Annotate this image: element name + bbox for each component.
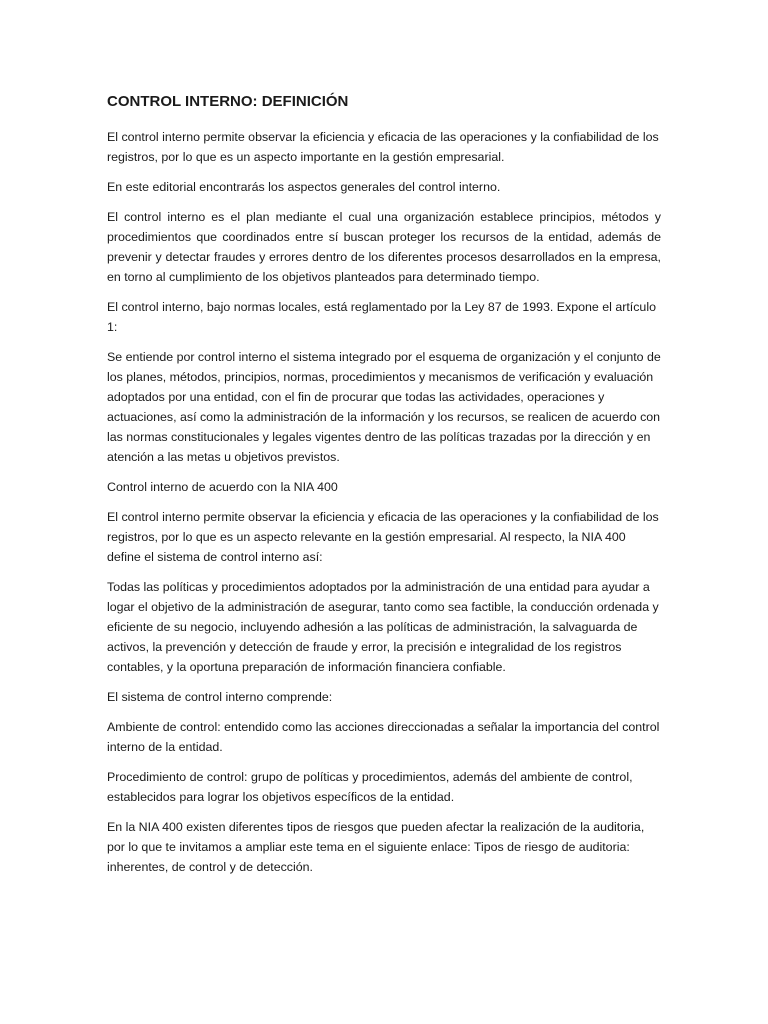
paragraph-intro: El control interno permite observar la eficiencia y eficacia de las operaciones y la confiabilidad de los registros, por lo que es un aspecto importante en la gestión empresarial. xyxy=(107,130,659,164)
section-heading-nia-400: Control interno de acuerdo con la NIA 400 xyxy=(107,480,338,494)
paragraph-editorial: En este editorial encontrarás los aspectos generales del control interno. xyxy=(107,180,501,194)
paragraph-ley-87: El control interno, bajo normas locales, está reglamentado por la Ley 87 de 1993. Expone el artículo 1: xyxy=(107,300,656,334)
document-title: CONTROL INTERNO: DEFINICIÓN xyxy=(107,93,349,110)
paragraph-system-comprises: El sistema de control interno comprende: xyxy=(107,690,333,704)
paragraph-procedimiento-control: Procedimiento de control: grupo de políticas y procedimientos, además del ambiente de control, establecidos para lograr los objetivos específicos de la entidad. xyxy=(107,770,633,804)
document-page xyxy=(107,92,661,887)
paragraph-nia-400-intro: El control interno permite observar la eficiencia y eficacia de las operaciones y la confiabilidad de los registros, por lo que es un aspecto relevante en la gestión empresarial. Al respecto, la NIA 400 define el sistema de control interno así: xyxy=(107,510,659,564)
paragraph-ambiente-control: Ambiente de control: entendido como las acciones direccionadas a señalar la importancia del control interno de la entidad. xyxy=(107,720,660,754)
paragraph-nia-400-definition: Todas las políticas y procedimientos adoptados por la administración de una entidad para ayudar a logar el objetivo de la administración de asegurar, tanto como sea factible, la conducción ordenada y eficiente de su negocio, incluyendo adhesión a las políticas de administración, la salvaguarda de activos, la prevención y detección de fraude y error, la precisión e integralidad de los registros contables, y la oportuna preparación de información financiera confiable. xyxy=(107,580,659,674)
paragraph-articulo-1: Se entiende por control interno el sistema integrado por el esquema de organización y el conjunto de los planes, métodos, principios, normas, procedimientos y mecanismos de verificación y evaluación adoptados por una entidad, con el fin de procurar que todas las actividades, operaciones y actuaciones, así como la administración de la información y los recursos, se realicen de acuerdo con las normas constitucionales y legales vigentes dentro de las políticas trazadas por la dirección y en atención a las metas u objetivos previstos. xyxy=(107,350,661,464)
paragraph-riesgos: En la NIA 400 existen diferentes tipos de riesgos que pueden afectar la realización de la auditoria, por lo que te invitamos a ampliar este tema en el siguiente enlace: Tipos de riesgo de auditoria: inherentes, de control y de detección. xyxy=(107,820,645,874)
paragraph-definition: El control interno es el plan mediante el cual una organización establece principios, métodos y procedimientos que coordinados entre sí buscan proteger los recursos de la entidad, además de prevenir y detectar fraudes y errores dentro de los diferentes procesos desarrollados en la empresa, en torno al cumplimiento de los objetivos planteados para determinado tiempo. xyxy=(107,210,661,284)
